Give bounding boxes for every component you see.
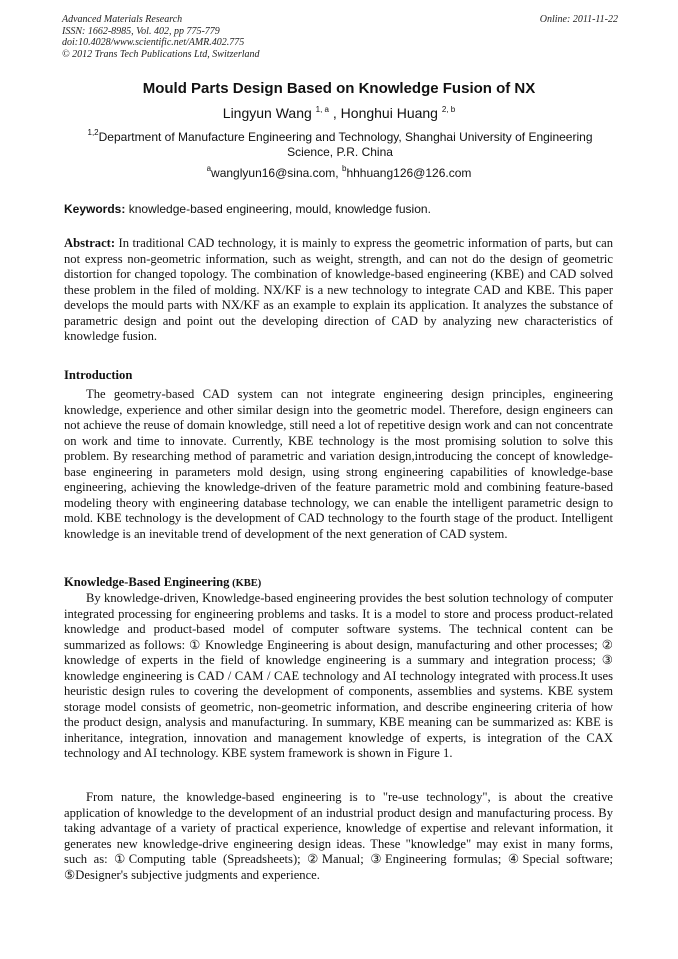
email-a: wanglyun16@sina.com,	[211, 166, 339, 180]
keywords	[64, 202, 624, 217]
affiliation-mark: 1,2	[87, 128, 99, 137]
kbe-heading-suffix: (KBE)	[229, 578, 262, 589]
abstract-text: In traditional CAD technology, it is mainly to express the geometric information of parts, but can not express non-geometric information, such as weight, strength, and can not do the design of geometric distortion for changed topology. The combination of knowledge-based engineering (KBE) and CAD solved these problem in the filed of molding. NX/KF is a new technology to integrate CAD and KBE. This paper develops the mould parts with NX/KF as an example to explain its application. It analyzes the substance of parametric design and point out the developing direction of CAD by analyzing new characteristics of knowledge fusion.	[64, 236, 613, 343]
keywords-text: knowledge-based engineering, mould, knowledge fusion.	[125, 202, 431, 216]
section-heading-kbe	[64, 575, 261, 592]
kbe-paragraph-2: From nature, the knowledge-based engineering is to "re-use technology", is about the creative application of knowledge to the development of an industrial product design and manufacturing process. By taking advantage of a variety of practical experience, knowledge of expertise and relevant information, it generates new knowledge-drive engineering design ideas. These "knowledge" may exist in many forms, such as: ①Computing table (Spreadsheets); ②Manual; ③Engineering formulas; ④Special software; ⑤Designer's subjective judgments and experience.	[64, 790, 613, 882]
journal-name: Advanced Materials Research	[62, 14, 183, 25]
email-b: hhhuang126@126.com	[346, 166, 472, 180]
paper-title: Mould Parts Design Based on Knowledge Fusion of NX	[142, 80, 536, 97]
author-line	[40, 104, 638, 122]
journal-header	[62, 14, 618, 60]
introduction-paragraph: The geometry-based CAD system can not integrate engineering design principles, engineering knowledge, experience and other similar design into the geometric model. Therefore, design engineers can not achieve the reuse of domain knowledge, still need a lot of repetitive design work and can not concentrate on work and time to innovate. Currently, KBE technology is the most promising solution to solve this problem. By researching method of parametric and variation design,introducing the concept of knowledge-base engineering in parameters mold design, using strong engineering capabilities of knowledge-base engineering, achieving the knowledge-driven of the feature parametric mold and combining feature-based modeling theory with engineering database technology, we can enable the intelligent parametric design to mold. KBE technology is the development of CAD technology to the fourth stage of the product. Intelligent knowledge is an inevitable trend of development of the next generation of CAD system.	[64, 387, 613, 541]
issn-line: ISSN: 1662-8985, Vol. 402, pp 775-779	[62, 25, 220, 37]
doi-line: doi:10.4028/www.scientific.net/AMR.402.775	[62, 37, 245, 48]
author-1: Lingyun Wang	[222, 105, 312, 121]
abstract	[64, 236, 613, 345]
affiliation	[70, 130, 610, 160]
affiliation-text: Department of Manufacture Engineering and Technology, Shanghai University of Engineering Science, P.R. China	[98, 130, 593, 159]
online-date: Online: 2011-11-22	[539, 14, 618, 25]
author-2: Honghui Huang	[340, 105, 438, 121]
email-mark-a: a	[206, 164, 212, 173]
author-1-affil-mark: 1, a	[315, 105, 329, 114]
kbe-heading-text: Knowledge-Based Engineering	[64, 575, 230, 589]
abstract-label: Abstract:	[64, 236, 116, 250]
author-2-affil-mark: 2, b	[441, 105, 456, 114]
kbe-paragraph-1: By knowledge-driven, Knowledge-based engineering provides the best solution technology of computer integrated processing for engineering problems and tasks. It is a model to store and process product-related knowledge and product-based model of computer software systems. The technical content can be summarized as follows: ① Knowledge Engineering is about design, manufacturing and other processes; ② knowledge of experts in the field of knowledge engineering is a summary and integration process; ③ knowledge engineering is CAD / CAM / CAE technology and AI technology integrated with process.It uses heuristic design rules to covering the development of components, assemblies and systems. KBE system storage model consists of geometric, non-geometric information, and describe engineering criteria of how the product design, analysis and manufacturing. In summary, KBE meaning can be summarized as: KBE is inheritance, integration, innovation and management knowledge of experts, is integration of the CAX technology and AI technology. KBE system framework is shown in Figure 1.	[64, 591, 613, 760]
author-emails	[40, 166, 638, 181]
copyright-line: © 2012 Trans Tech Publications Ltd, Switzerland	[62, 48, 260, 60]
author-separator: ,	[329, 105, 337, 121]
email-mark-b: b	[341, 164, 347, 173]
keywords-label: Keywords:	[64, 202, 126, 216]
section-heading-introduction: Introduction	[64, 368, 133, 382]
